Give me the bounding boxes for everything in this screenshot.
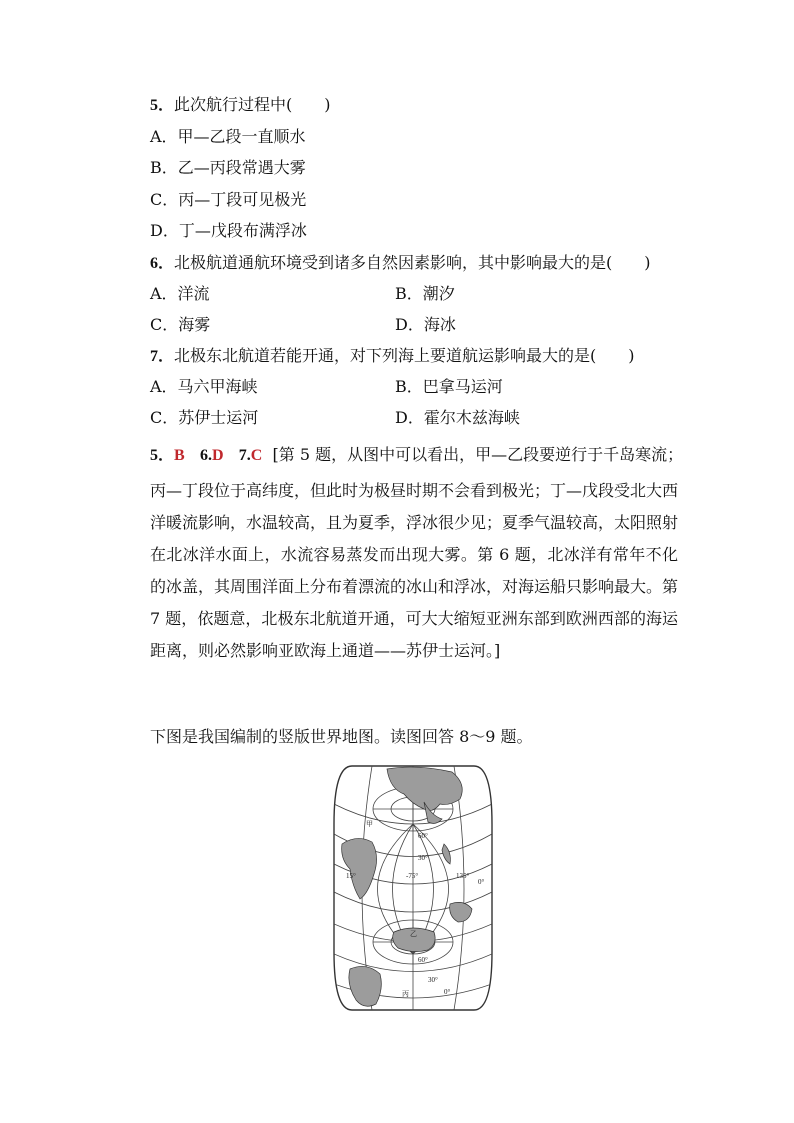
q5-option-b: B．乙—丙段常遇大雾 [150,158,306,177]
q6-option-d: D．海冰 [395,315,456,334]
q5-number: 5． [150,97,175,114]
q7-number: 7． [150,348,175,365]
answer-7: C [250,447,263,464]
map-label-lat60n: 60° [418,832,428,840]
map-label-lon135: 135° [456,872,470,880]
map-label-lat30n: 30° [418,854,428,862]
map-label-lat30s: 30° [428,976,438,984]
answer-7-number: 7. [238,447,251,464]
map-label-lon15: 15° [346,872,356,880]
q7-option-b: B．巴拿马运河 [395,377,503,396]
q5-option-c: C．丙—丁段可见极光 [150,190,307,209]
q5-option-d: D．丁—戊段布满浮冰 [150,221,307,240]
map-label-lat0s: 0° [444,988,451,996]
q6-option-a: A．洋流 [150,284,210,303]
answer-explanation-line1: [第 5 题，从图中可以看出，甲—乙段要逆行于千岛寒流； [272,445,684,464]
q7-stem [150,346,635,367]
q6-number: 6． [150,255,175,272]
map-label-bing: 丙 [402,990,409,998]
q6-option-c: C．海雾 [150,315,211,334]
q7-option-a: A．马六甲海峡 [150,377,258,396]
q7-stem-text: 北极东北航道若能开通，对下列海上要道航运影响最大的是( ) [174,346,635,365]
answer-5: B [174,447,185,464]
q6-option-b: B．潮汐 [395,284,455,303]
answer-explanation-body: 丙—丁段位于高纬度，但此时为极昼时期不会看到极光；丁—戊段受北大西洋暖流影响，水温较高，且为夏季，浮冰很少见；夏季气温较高，太阳照射在北冰洋水面上，水流容易蒸发而出现大雾。第 6 题，北冰洋有常年不化的冰盖，其周围洋面上分布着漂流的冰山和浮冰，对海运船只影响最大。第 7 题，依题意，北极东北航道开通，可大大缩短亚洲东部到欧洲西部的海运距离，则必然影响亚欧海上通道——苏伊士运河。] [150,481,679,660]
map-label-yi: 乙 [410,930,417,938]
world-map-figure [332,764,494,1012]
q5-stem [150,95,331,116]
map-label-lon75: -75° [406,872,419,880]
answer-6-number: 6. [199,447,212,464]
q7-option-c: C．苏伊士运河 [150,408,259,427]
map-label-jia: 甲 [366,820,373,828]
map-label-lat60s: 60° [418,956,428,964]
q5-stem-text: 此次航行过程中( ) [174,95,331,114]
q6-stem [150,253,651,274]
q7-option-d: D．霍尔木兹海峡 [395,408,520,427]
q5-option-a: A．甲—乙段一直顺水 [150,127,306,146]
q6-stem-text: 北极航道通航环境受到诸多自然因素影响，其中影响最大的是( ) [174,253,651,272]
map-intro: 下图是我国编制的竖版世界地图。读图回答 8～9 题。 [150,727,533,746]
answer-first-line [150,445,683,466]
map-label-lon0: 0° [478,878,485,886]
answer-5-number: 5． [150,447,175,464]
answer-6: D [211,447,224,464]
